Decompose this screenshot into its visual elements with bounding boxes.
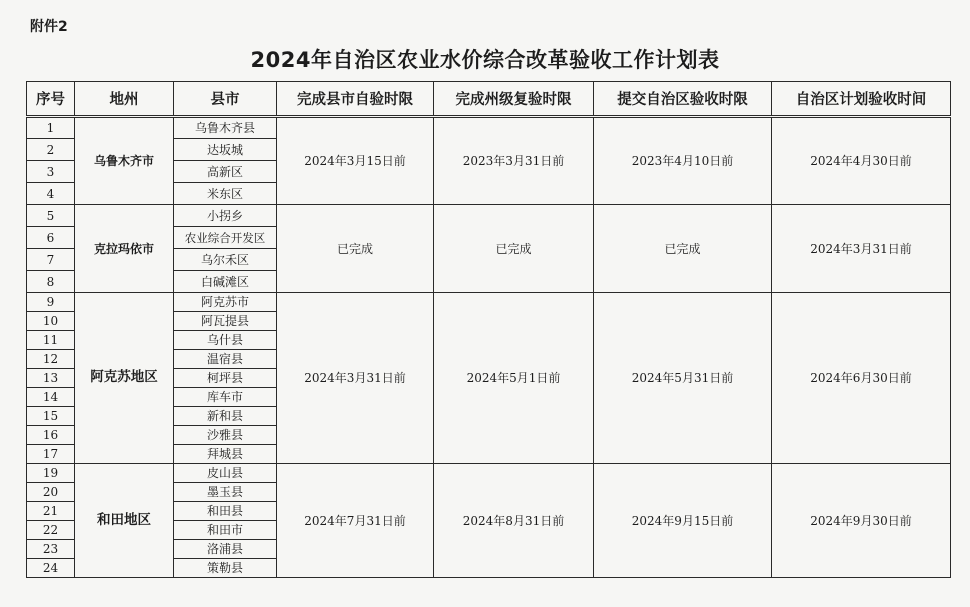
county-cell: 和田县: [174, 502, 277, 521]
county-cell: 皮山县: [174, 464, 277, 483]
header-county: 县市: [174, 82, 277, 117]
county-cell: 高新区: [174, 161, 277, 183]
prefecture-review-cell: 2024年8月31日前: [434, 464, 594, 578]
county-cell: 达坂城: [174, 139, 277, 161]
row-index: 10: [27, 312, 75, 331]
county-self-check-cell: 2024年3月15日前: [277, 117, 434, 205]
county-cell: 乌鲁木齐县: [174, 117, 277, 139]
row-index: 14: [27, 388, 75, 407]
region-submit-cell: 2024年9月15日前: [594, 464, 772, 578]
row-index: 19: [27, 464, 75, 483]
county-cell: 新和县: [174, 407, 277, 426]
prefecture-cell: 克拉玛依市: [75, 205, 174, 293]
county-cell: 和田市: [174, 521, 277, 540]
county-cell: 洛浦县: [174, 540, 277, 559]
acceptance-plan-table: [26, 81, 951, 578]
header-county-self-check: 完成县市自验时限: [277, 82, 434, 117]
county-cell: 白碱滩区: [174, 271, 277, 293]
region-plan-cell: 2024年4月30日前: [772, 117, 951, 205]
row-index: 4: [27, 183, 75, 205]
prefecture-cell: 乌鲁木齐市: [75, 117, 174, 205]
attachment-label: 附件2: [30, 19, 68, 35]
region-submit-cell: 已完成: [594, 205, 772, 293]
county-cell: 温宿县: [174, 350, 277, 369]
region-plan-cell: 2024年3月31日前: [772, 205, 951, 293]
row-index: 1: [27, 117, 75, 139]
row-index: 16: [27, 426, 75, 445]
row-index: 3: [27, 161, 75, 183]
prefecture-cell: 阿克苏地区: [75, 293, 174, 464]
row-index: 9: [27, 293, 75, 312]
county-cell: 阿克苏市: [174, 293, 277, 312]
county-cell: 乌尔禾区: [174, 249, 277, 271]
row-index: 23: [27, 540, 75, 559]
region-plan-cell: 2024年6月30日前: [772, 293, 951, 464]
row-index: 15: [27, 407, 75, 426]
row-index: 2: [27, 139, 75, 161]
row-index: 13: [27, 369, 75, 388]
header-region-plan: 自治区计划验收时间: [772, 82, 951, 117]
page-title: 2024年自治区农业水价综合改革验收工作计划表: [250, 48, 720, 72]
row-index: 8: [27, 271, 75, 293]
row-index: 11: [27, 331, 75, 350]
prefecture-review-cell: 已完成: [434, 205, 594, 293]
county-cell: 策勒县: [174, 559, 277, 578]
row-index: 20: [27, 483, 75, 502]
row-index: 21: [27, 502, 75, 521]
table-row: [27, 293, 951, 312]
region-submit-cell: 2023年4月10日前: [594, 117, 772, 205]
row-index: 22: [27, 521, 75, 540]
region-submit-cell: 2024年5月31日前: [594, 293, 772, 464]
row-index: 17: [27, 445, 75, 464]
county-cell: 沙雅县: [174, 426, 277, 445]
row-index: 7: [27, 249, 75, 271]
county-cell: 阿瓦提县: [174, 312, 277, 331]
row-index: 5: [27, 205, 75, 227]
county-cell: 墨玉县: [174, 483, 277, 502]
county-cell: 库车市: [174, 388, 277, 407]
county-cell: 拜城县: [174, 445, 277, 464]
row-index: 12: [27, 350, 75, 369]
table-header-row: [27, 82, 951, 117]
table-row: [27, 117, 951, 139]
county-cell: 柯坪县: [174, 369, 277, 388]
county-cell: 小拐乡: [174, 205, 277, 227]
prefecture-review-cell: 2024年5月1日前: [434, 293, 594, 464]
county-self-check-cell: 已完成: [277, 205, 434, 293]
county-self-check-cell: 2024年7月31日前: [277, 464, 434, 578]
table-row: [27, 464, 951, 483]
county-cell: 乌什县: [174, 331, 277, 350]
prefecture-cell: 和田地区: [75, 464, 174, 578]
row-index: 24: [27, 559, 75, 578]
header-prefecture: 地州: [75, 82, 174, 117]
header-prefecture-review: 完成州级复验时限: [434, 82, 594, 117]
county-self-check-cell: 2024年3月31日前: [277, 293, 434, 464]
header-region-submit: 提交自治区验收时限: [594, 82, 772, 117]
county-cell: 米东区: [174, 183, 277, 205]
row-index: 6: [27, 227, 75, 249]
table-row: [27, 205, 951, 227]
county-cell: 农业综合开发区: [174, 227, 277, 249]
header-index: 序号: [27, 82, 75, 117]
region-plan-cell: 2024年9月30日前: [772, 464, 951, 578]
prefecture-review-cell: 2023年3月31日前: [434, 117, 594, 205]
